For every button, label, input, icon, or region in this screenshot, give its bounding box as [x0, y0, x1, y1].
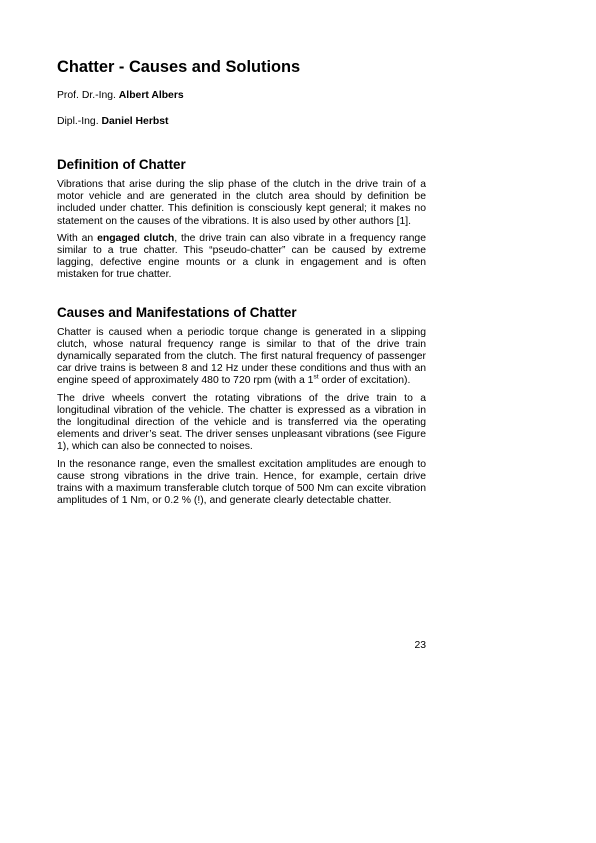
paragraph-text: , the drive train can also vibrate in a frequency range similar to a true chatter. This “pseudo-chatter” can be caused by extreme lagging, defective engine mounts or a clunk in engagement and is often mistaken for true chatter.: [57, 232, 426, 281]
paragraph-text: With an: [57, 232, 98, 244]
section-heading-definition: Definition of Chatter: [57, 157, 186, 172]
bold-term-engaged-clutch: engaged clutch: [97, 232, 175, 244]
paper-title: Chatter - Causes and Solutions: [57, 58, 301, 76]
page-content: [57, 57, 426, 507]
author-1-title: Prof. Dr.-Ing.: [57, 90, 119, 101]
paragraph-text: order of excitation).: [318, 375, 411, 387]
author-line-1: [57, 89, 426, 102]
page-number: 23: [414, 640, 426, 651]
author-line-2: [57, 115, 426, 128]
paragraph-definition-2: [57, 233, 426, 282]
paragraph-causes-2: The drive wheels convert the rotating vibrations of the drive train to a longitudinal vibration of the vehicle. The chatter is expressed as a vibration in the longitudinal direction of the vehicle and is transferred via the operating elements and driver’s seat. The driver senses unpleasant vibrations (see Figure 1), which can also be connected to noises.: [57, 392, 426, 453]
paragraph-causes-1: [57, 327, 426, 388]
paragraph-causes-3: In the resonance range, even the smallest excitation amplitudes are enough to cause strong vibrations in the drive train. Hence, for example, certain drive trains with a maximum transferable clutch torque of 500 Nm can excite vibration amplitudes of 1 Nm, or 0.2 % (!), and generate clearly detectable chatter.: [57, 458, 426, 507]
section-heading-causes: Causes and Manifestations of Chatter: [57, 304, 297, 320]
ordinal-superscript: st: [313, 373, 319, 381]
author-2-title: Dipl.-Ing.: [57, 116, 102, 127]
paragraph-definition-1: Vibrations that arise during the slip phase of the clutch in the drive train of a motor vehicle and are generated in the clutch area should by definition be included under chatter. This definition is consciously kept general; it makes no statement on the causes of the vibrations. It is also used by other authors [1].: [57, 179, 426, 227]
author-1-name: Albert Albers: [118, 90, 184, 101]
author-2-name: Daniel Herbst: [101, 116, 169, 127]
paragraph-text: Chatter is caused when a periodic torque change is generated in a slipping clutch, whose natural frequency range is similar to that of the drive train dynamically separated from the clutch. The first natural frequency of passenger car drive trains is between 8 and 12 Hz under these conditions and thus with an engine speed of approximately 480 to 720 rpm (with a 1: [57, 326, 426, 387]
